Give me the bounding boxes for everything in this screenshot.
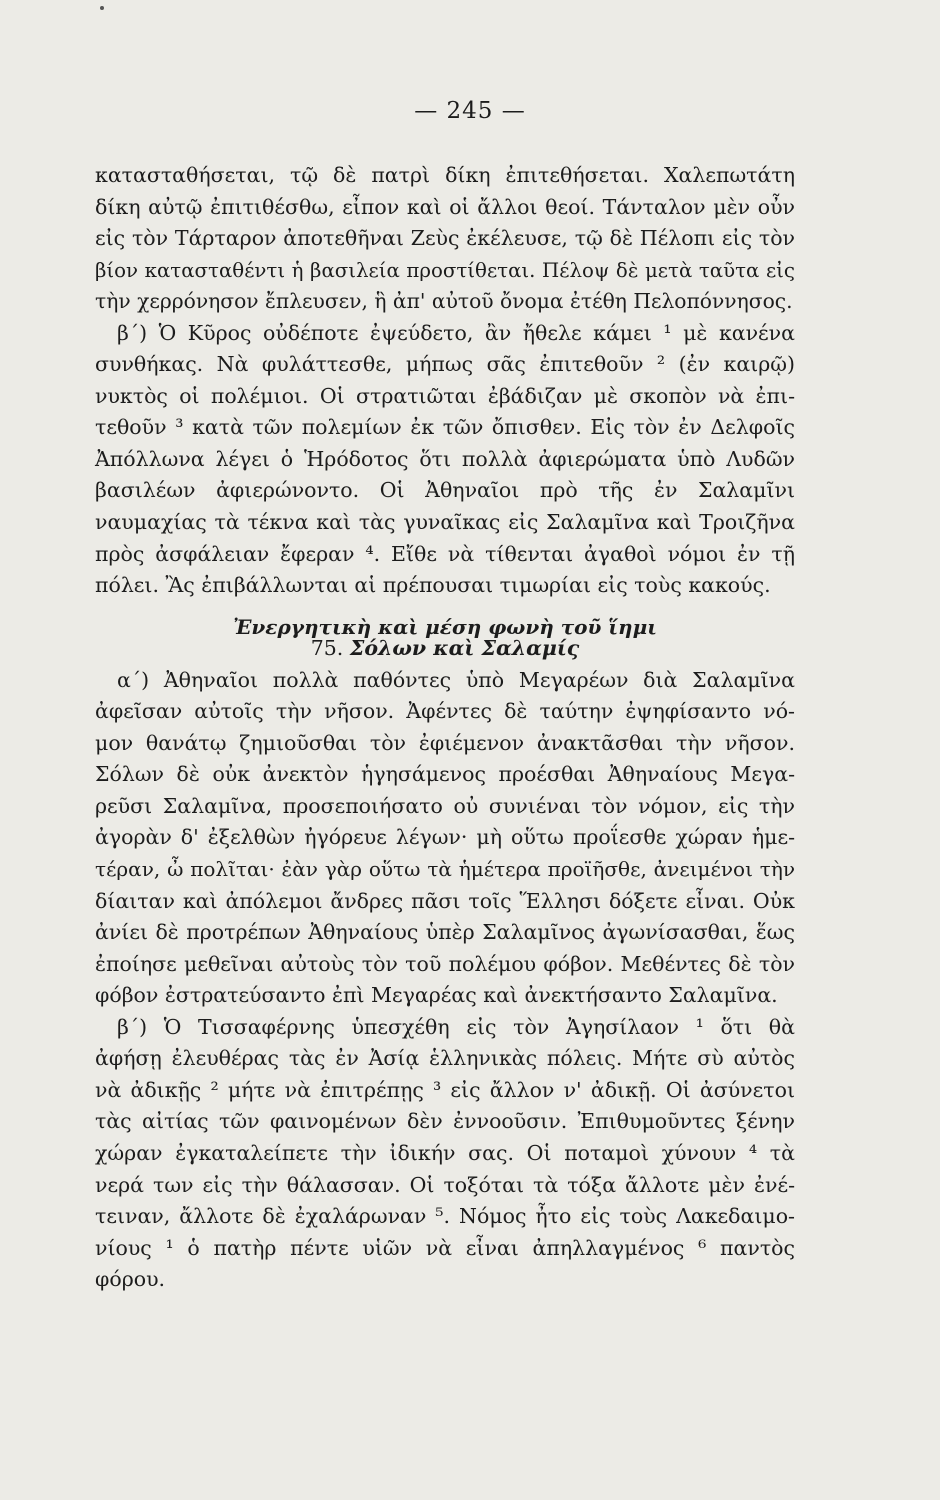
text-line: πρὸς ἀσφάλειαν ἔφεραν ⁴. Εἴθε νὰ τίθενται ἀγαθοὶ νόμοι ἐν τῇ bbox=[95, 541, 795, 566]
paragraph-1 bbox=[95, 160, 795, 318]
lesson-title: Σόλων καὶ Σαλαμίς bbox=[349, 636, 580, 661]
text-line: βασιλέων ἀφιερώνοντο. Οἱ Ἀθηναῖοι πρὸ τῆς ἐν Σαλαμῖνι bbox=[95, 478, 795, 503]
text-line: ἀγορὰν δ' ἐξελθὼν ἠγόρευε λέγων· μὴ οὕτω προΐεσθε χώραν ἡμε- bbox=[95, 825, 795, 850]
text-line: δίκη αὐτῷ ἐπιτιθέσθω, εἶπον καὶ οἱ ἄλλοι θεοί. Τάνταλον μὲν οὖν bbox=[95, 194, 795, 219]
text-line: εἰς τὸν Τάρταρον ἀποτεθῆναι Ζεὺς ἐκέλευσε, τῷ δὲ Πέλοπι εἰς τὸν bbox=[95, 226, 795, 251]
text-line: ρεῦσι Σαλαμῖνα, προσεποιήσατο οὐ συνιέναι τὸν νόμον, εἰς τὴν bbox=[95, 793, 795, 818]
text-line: φόβον ἐστρατεύσαντο ἐπὶ Μεγαρέας καὶ ἀνεκτήσαντο Σαλαμῖνα. bbox=[95, 983, 778, 1008]
printed-dot-mark bbox=[100, 6, 104, 10]
text-line: τέραν, ὦ πολῖται· ἐὰν γὰρ οὕτω τὰ ἡμέτερα προϊῆσθε, ἀνειμένοι τὴν bbox=[95, 857, 795, 882]
lesson-heading bbox=[95, 633, 795, 665]
text-line: τὰς αἰτίας τῶν φαινομένων δὲν ἐννοοῦσιν. Ἐπιθυμοῦντες ξένην bbox=[95, 1109, 795, 1134]
text-line: β΄) Ὁ Τισσαφέρνης ὑπεσχέθη εἰς τὸν Ἀγησίλαον ¹ ὅτι θὰ bbox=[117, 1014, 795, 1039]
text-line: ἀνίει δὲ προτρέπων Ἀθηναίους ὑπὲρ Σαλαμῖνος ἀγωνίσασθαι, ἕως bbox=[95, 920, 795, 945]
text-line: νερά των εἰς τὴν θάλασσαν. Οἱ τοξόται τὰ τόξα ἄλλοτε μὲν ἐνέ- bbox=[95, 1172, 795, 1197]
text-line: β΄) Ὁ Κῦρος οὐδέποτε ἐψεύδετο, ἂν ἤθελε κάμει ¹ μὲ κανένα bbox=[117, 320, 795, 345]
paragraph-3 bbox=[95, 665, 795, 1012]
text-line: συνθήκας. Νὰ φυλάττεσθε, μήπως σᾶς ἐπιτεθοῦν ² (ἐν καιρῷ) bbox=[95, 352, 795, 377]
text-line: τειναν, ἄλλοτε δὲ ἐχαλάρωναν ⁵. Νόμος ἦτο εἰς τοὺς Λακεδαιμο- bbox=[95, 1204, 795, 1229]
text-line: Ἀπόλλωνα λέγει ὁ Ἡρόδοτος ὅτι πολλὰ ἀφιερώματα ὑπὸ Λυδῶν bbox=[95, 446, 795, 471]
text-line: κατασταθήσεται, τῷ δὲ πατρὶ δίκη ἐπιτεθήσεται. Χαλεπωτάτη bbox=[95, 163, 795, 187]
text-line: νίους ¹ ὁ πατὴρ πέντε υἱῶν νὰ εἶναι ἀπηλλαγμένος ⁶ παντὸς bbox=[95, 1235, 795, 1260]
lesson-number: 75. bbox=[310, 636, 344, 661]
text-line: νυκτὸς οἱ πολέμιοι. Οἱ στρατιῶται ἐβάδιζαν μὲ σκοπὸν νὰ ἐπι- bbox=[95, 383, 795, 408]
text-line: πόλει. Ἂς ἐπιβάλλωνται αἱ πρέπουσαι τιμωρίαι εἰς τοὺς κακούς. bbox=[95, 573, 771, 598]
text-line: δίαιταν καὶ ἀπόλεμοι ἄνδρες πᾶσι τοῖς Ἕλλησι δόξετε εἶναι. Οὐκ bbox=[95, 888, 795, 913]
section-title: Ἐνεργητικὴ καὶ μέση φωνὴ τοῦ ἵημι bbox=[233, 614, 657, 639]
paragraph-2 bbox=[95, 318, 795, 602]
paragraph-4 bbox=[95, 1012, 795, 1296]
text-line: βίον κατασταθέντι ἡ βασιλεία προστίθεται. Πέλοψ δὲ μετὰ ταῦτα εἰς bbox=[95, 258, 795, 282]
text-line: χώραν ἐγκαταλείπετε τὴν ἰδικήν σας. Οἱ ποταμοὶ χύνουν ⁴ τὰ bbox=[95, 1140, 795, 1165]
page-number: — 245 — bbox=[414, 98, 526, 124]
text-line: τεθοῦν ³ κατὰ τῶν πολεμίων ἐκ τῶν ὄπισθεν. Εἰς τὸν ἐν Δελφοῖς bbox=[95, 415, 795, 440]
body-text bbox=[95, 160, 795, 1296]
text-line: ἐποίησε μεθεῖναι αὐτοὺς τὸν τοῦ πολέμου φόβον. Μεθέντες δὲ τὸν bbox=[95, 951, 795, 976]
text-line: μον θανάτῳ ζημιοῦσθαι τὸν ἐφιέμενον ἀνακτᾶσθαι τὴν νῆσον. bbox=[95, 730, 795, 755]
text-line: ἀφήσῃ ἐλευθέρας τὰς ἐν Ἀσίᾳ ἑλληνικὰς πόλεις. Μήτε σὺ αὐτὸς bbox=[95, 1046, 795, 1071]
text-line: Σόλων δὲ οὐκ ἀνεκτὸν ἡγησάμενος προέσθαι Ἀθηναίους Μεγα- bbox=[95, 762, 795, 787]
text-line: ἀφεῖσαν αὐτοῖς τὴν νῆσον. Ἀφέντες δὲ ταύτην ἐψηφίσαντο νό- bbox=[95, 699, 795, 724]
text-line: ναυμαχίας τὰ τέκνα καὶ τὰς γυναῖκας εἰς Σαλαμῖνα καὶ Τροιζῆνα bbox=[95, 510, 795, 535]
text-line: α΄) Ἀθηναῖοι πολλὰ παθόντες ὑπὸ Μεγαρέων διὰ Σαλαμῖνα bbox=[117, 667, 795, 692]
text-line: φόρου. bbox=[95, 1267, 166, 1292]
text-line: νὰ ἀδικῇς ² μήτε νὰ ἐπιτρέπῃς ³ εἰς ἄλλον ν' ἀδικῇ. Οἱ ἀσύνετοι bbox=[95, 1077, 795, 1102]
text-line: τὴν χερρόνησον ἔπλευσεν, ἣ ἀπ' αὐτοῦ ὄνομα ἐτέθη Πελοπόννησος. bbox=[95, 289, 793, 314]
